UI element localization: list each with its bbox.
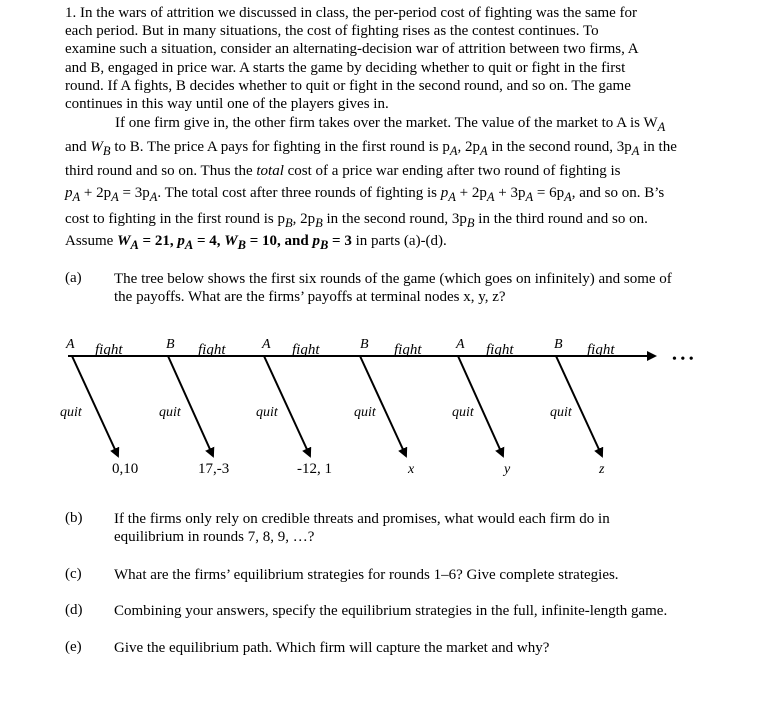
- part-c-text: What are the firms’ equilibrium strategies for rounds 1–6? Give complete strategies.: [114, 567, 619, 583]
- payoff-5: y: [504, 462, 511, 477]
- fight-label-3: fight: [292, 342, 320, 358]
- p1-line-3: examine such a situation, consider an alternating-decision war of attrition between two firms, A: [65, 41, 639, 58]
- p1-line-2: each period. But in many situations, the cost of fighting rises as the contest continues. To: [65, 23, 599, 40]
- part-a-text: [114, 270, 734, 306]
- node-player-label-3: A: [262, 337, 271, 352]
- p2-line-4: $p_A + 2p_A = 3p_A$. The total cost after three rounds of fighting is $p_A + 2p_A + 3p_A = 6p_A$, and so on. B’s: [65, 185, 665, 204]
- fight-label-1: fight: [95, 342, 123, 358]
- part-e-label: (e): [65, 639, 82, 655]
- node-player-label-2: B: [166, 337, 175, 352]
- problem-paragraph-1: [65, 4, 745, 113]
- p2-line-3: third round and so on. Thus the total cost of a price war ending after two round of fighting is: [65, 163, 621, 179]
- part-c-label: (c): [65, 566, 82, 582]
- part-a-line-1: The tree below shows the first six rounds of the game (which goes on infinitely) and some of: [114, 271, 672, 287]
- payoff-4: x: [408, 462, 415, 477]
- part-e-text: Give the equilibrium path. Which firm will capture the market and why?: [114, 640, 550, 656]
- quit-label-6: quit: [550, 405, 572, 420]
- part-b-label: (b): [65, 510, 83, 526]
- part-d-label: (d): [65, 602, 83, 618]
- assumption-line: Assume $W_A = 21$, $p_A = 4$, $W_B = 10$, and $p_B = 3$ in parts (a)-(d).: [65, 233, 447, 252]
- part-a-line-2: the payoffs. What are the firms’ payoffs at terminal nodes x, y, z?: [114, 289, 506, 305]
- p1-line-5: round. If A fights, B decides whether to quit or fight in the second round, and so on. The game: [65, 77, 631, 94]
- part-d-text: Combining your answers, specify the equilibrium strategies in the full, infinite-length game.: [114, 603, 668, 619]
- p1-line-4: and B, engaged in price war. A starts the game by deciding whether to quit or fight in the first: [65, 59, 626, 76]
- quit-label-5: quit: [452, 405, 474, 420]
- p2-line-2: and $W_B$ to B. The price A pays for fighting in the first round is $p_A$, $2p_A$ in the second round, $3p_A$ in the: [65, 139, 677, 158]
- fight-label-6: fight: [587, 342, 615, 358]
- node-player-label-5: A: [456, 337, 465, 352]
- part-b-text: [114, 510, 734, 546]
- game-tree: [0, 330, 773, 510]
- quit-label-3: quit: [256, 405, 278, 420]
- payoff-2: 17,-3: [198, 461, 230, 477]
- fight-label-4: fight: [394, 342, 422, 358]
- node-player-label-6: B: [554, 337, 563, 352]
- node-player-label-4: B: [360, 337, 369, 352]
- p2-line-5: cost to fighting in the first round is $p_B$, $2p_B$ in the second round, $3p_B$ in the third round and so on.: [65, 211, 648, 230]
- p2-line-1: If one firm give in, the other firm takes over the market. The value of the market to A is $W_A$: [115, 115, 666, 134]
- fight-label-5: fight: [486, 342, 514, 358]
- payoff-1: 0,10: [112, 461, 139, 477]
- payoff-6: z: [599, 462, 605, 477]
- part-b-line-2: equilibrium in rounds 7, 8, 9, …?: [114, 529, 315, 545]
- quit-label-2: quit: [159, 405, 181, 420]
- p1-line-1: 1. In the wars of attrition we discussed in class, the per-period cost of fighting was the same for: [65, 5, 638, 21]
- continuation-ellipsis: • • •: [672, 352, 694, 367]
- part-b-line-1: If the firms only rely on credible threats and promises, what would each firm do in: [114, 511, 610, 527]
- payoff-3: -12, 1: [297, 461, 332, 477]
- fight-label-2: fight: [198, 342, 226, 358]
- p1-line-6: continues in this way until one of the players gives in.: [65, 96, 389, 113]
- quit-label-1: quit: [60, 405, 82, 420]
- problem-paragraph-2: [65, 113, 745, 233]
- part-a-label: (a): [65, 270, 82, 286]
- node-player-label-1: A: [66, 337, 75, 352]
- quit-label-4: quit: [354, 405, 376, 420]
